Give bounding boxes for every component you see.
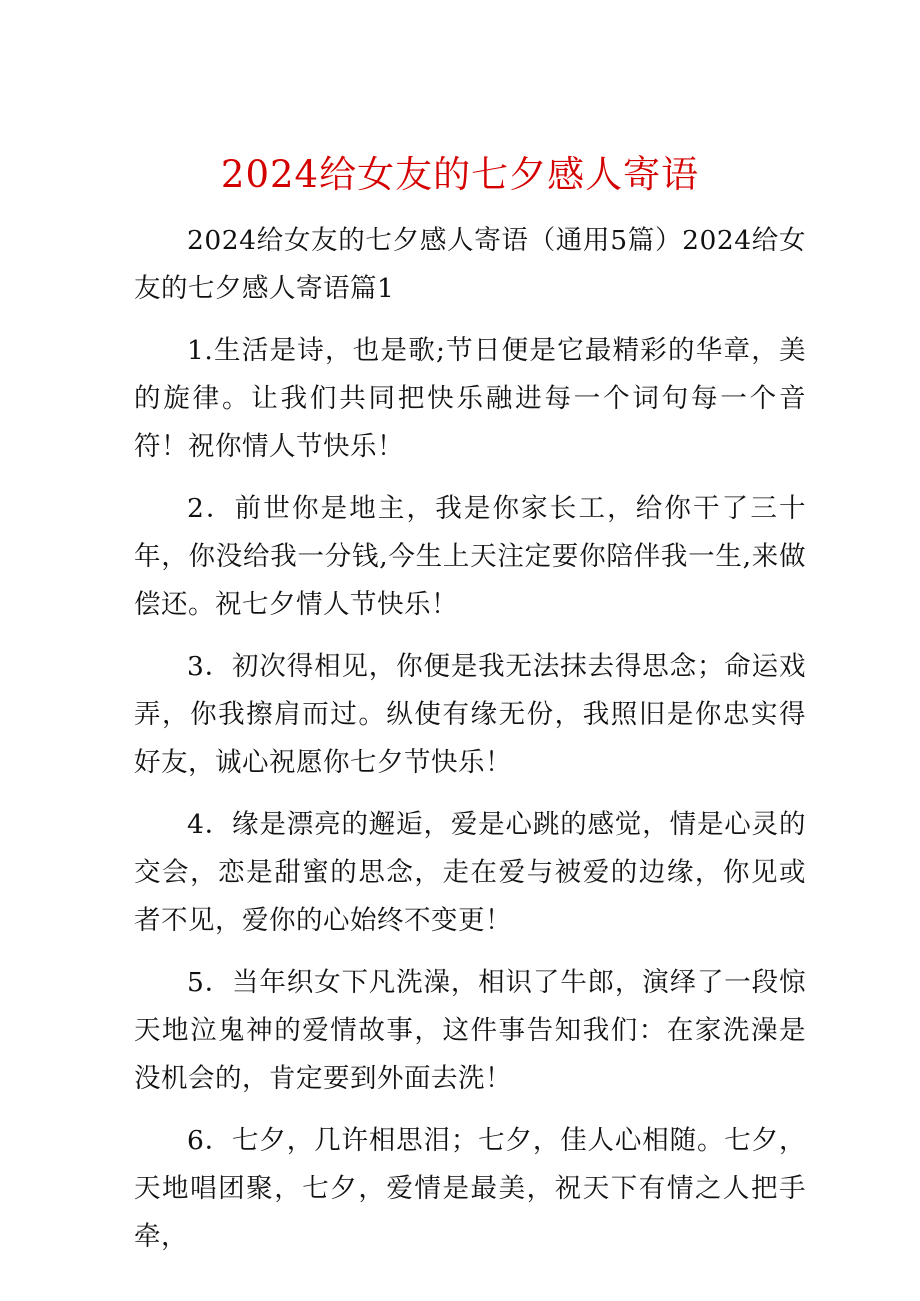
paragraph-1: 1.生活是诗，也是歌;节日便是它最精彩的华章，美的旋律。让我们共同把快乐融进每一个词句每一个音符！祝你情人节快乐！ xyxy=(134,335,806,462)
intro-paragraph: 2024给女友的七夕感人寄语（通用5篇）2024给女友的七夕感人寄语篇1 xyxy=(134,225,806,304)
paragraph-6: 6．七夕，几许相思泪；七夕，佳人心相随。七夕，天地唱团聚，七夕，爱情是最美，祝天下有情之人把手牵， xyxy=(134,1125,806,1252)
document-title: 2024给女友的七夕感人寄语 xyxy=(220,153,700,196)
paragraph-4: 4．缘是漂亮的邂逅，爱是心跳的感觉，情是心灵的交会，恋是甜蜜的思念，走在爱与被爱的边缘，你见或者不见，爱你的心始终不变更！ xyxy=(134,809,806,936)
paragraph-5: 5．当年织女下凡洗澡，相识了牛郎，演绎了一段惊天地泣鬼神的爱情故事，这件事告知我们：在家洗澡是没机会的，肯定要到外面去洗！ xyxy=(134,967,806,1094)
document-body xyxy=(134,217,806,1275)
paragraph-3: 3．初次得相见，你便是我无法抹去得思念；命运戏弄，你我擦肩而过。纵使有缘无份，我照旧是你忠实得好友，诚心祝愿你七夕节快乐！ xyxy=(134,651,806,778)
paragraph-2: 2．前世你是地主，我是你家长工，给你干了三十年，你没给我一分钱,今生上天注定要你陪伴我一生,来做偿还。祝七夕情人节快乐！ xyxy=(134,493,806,620)
